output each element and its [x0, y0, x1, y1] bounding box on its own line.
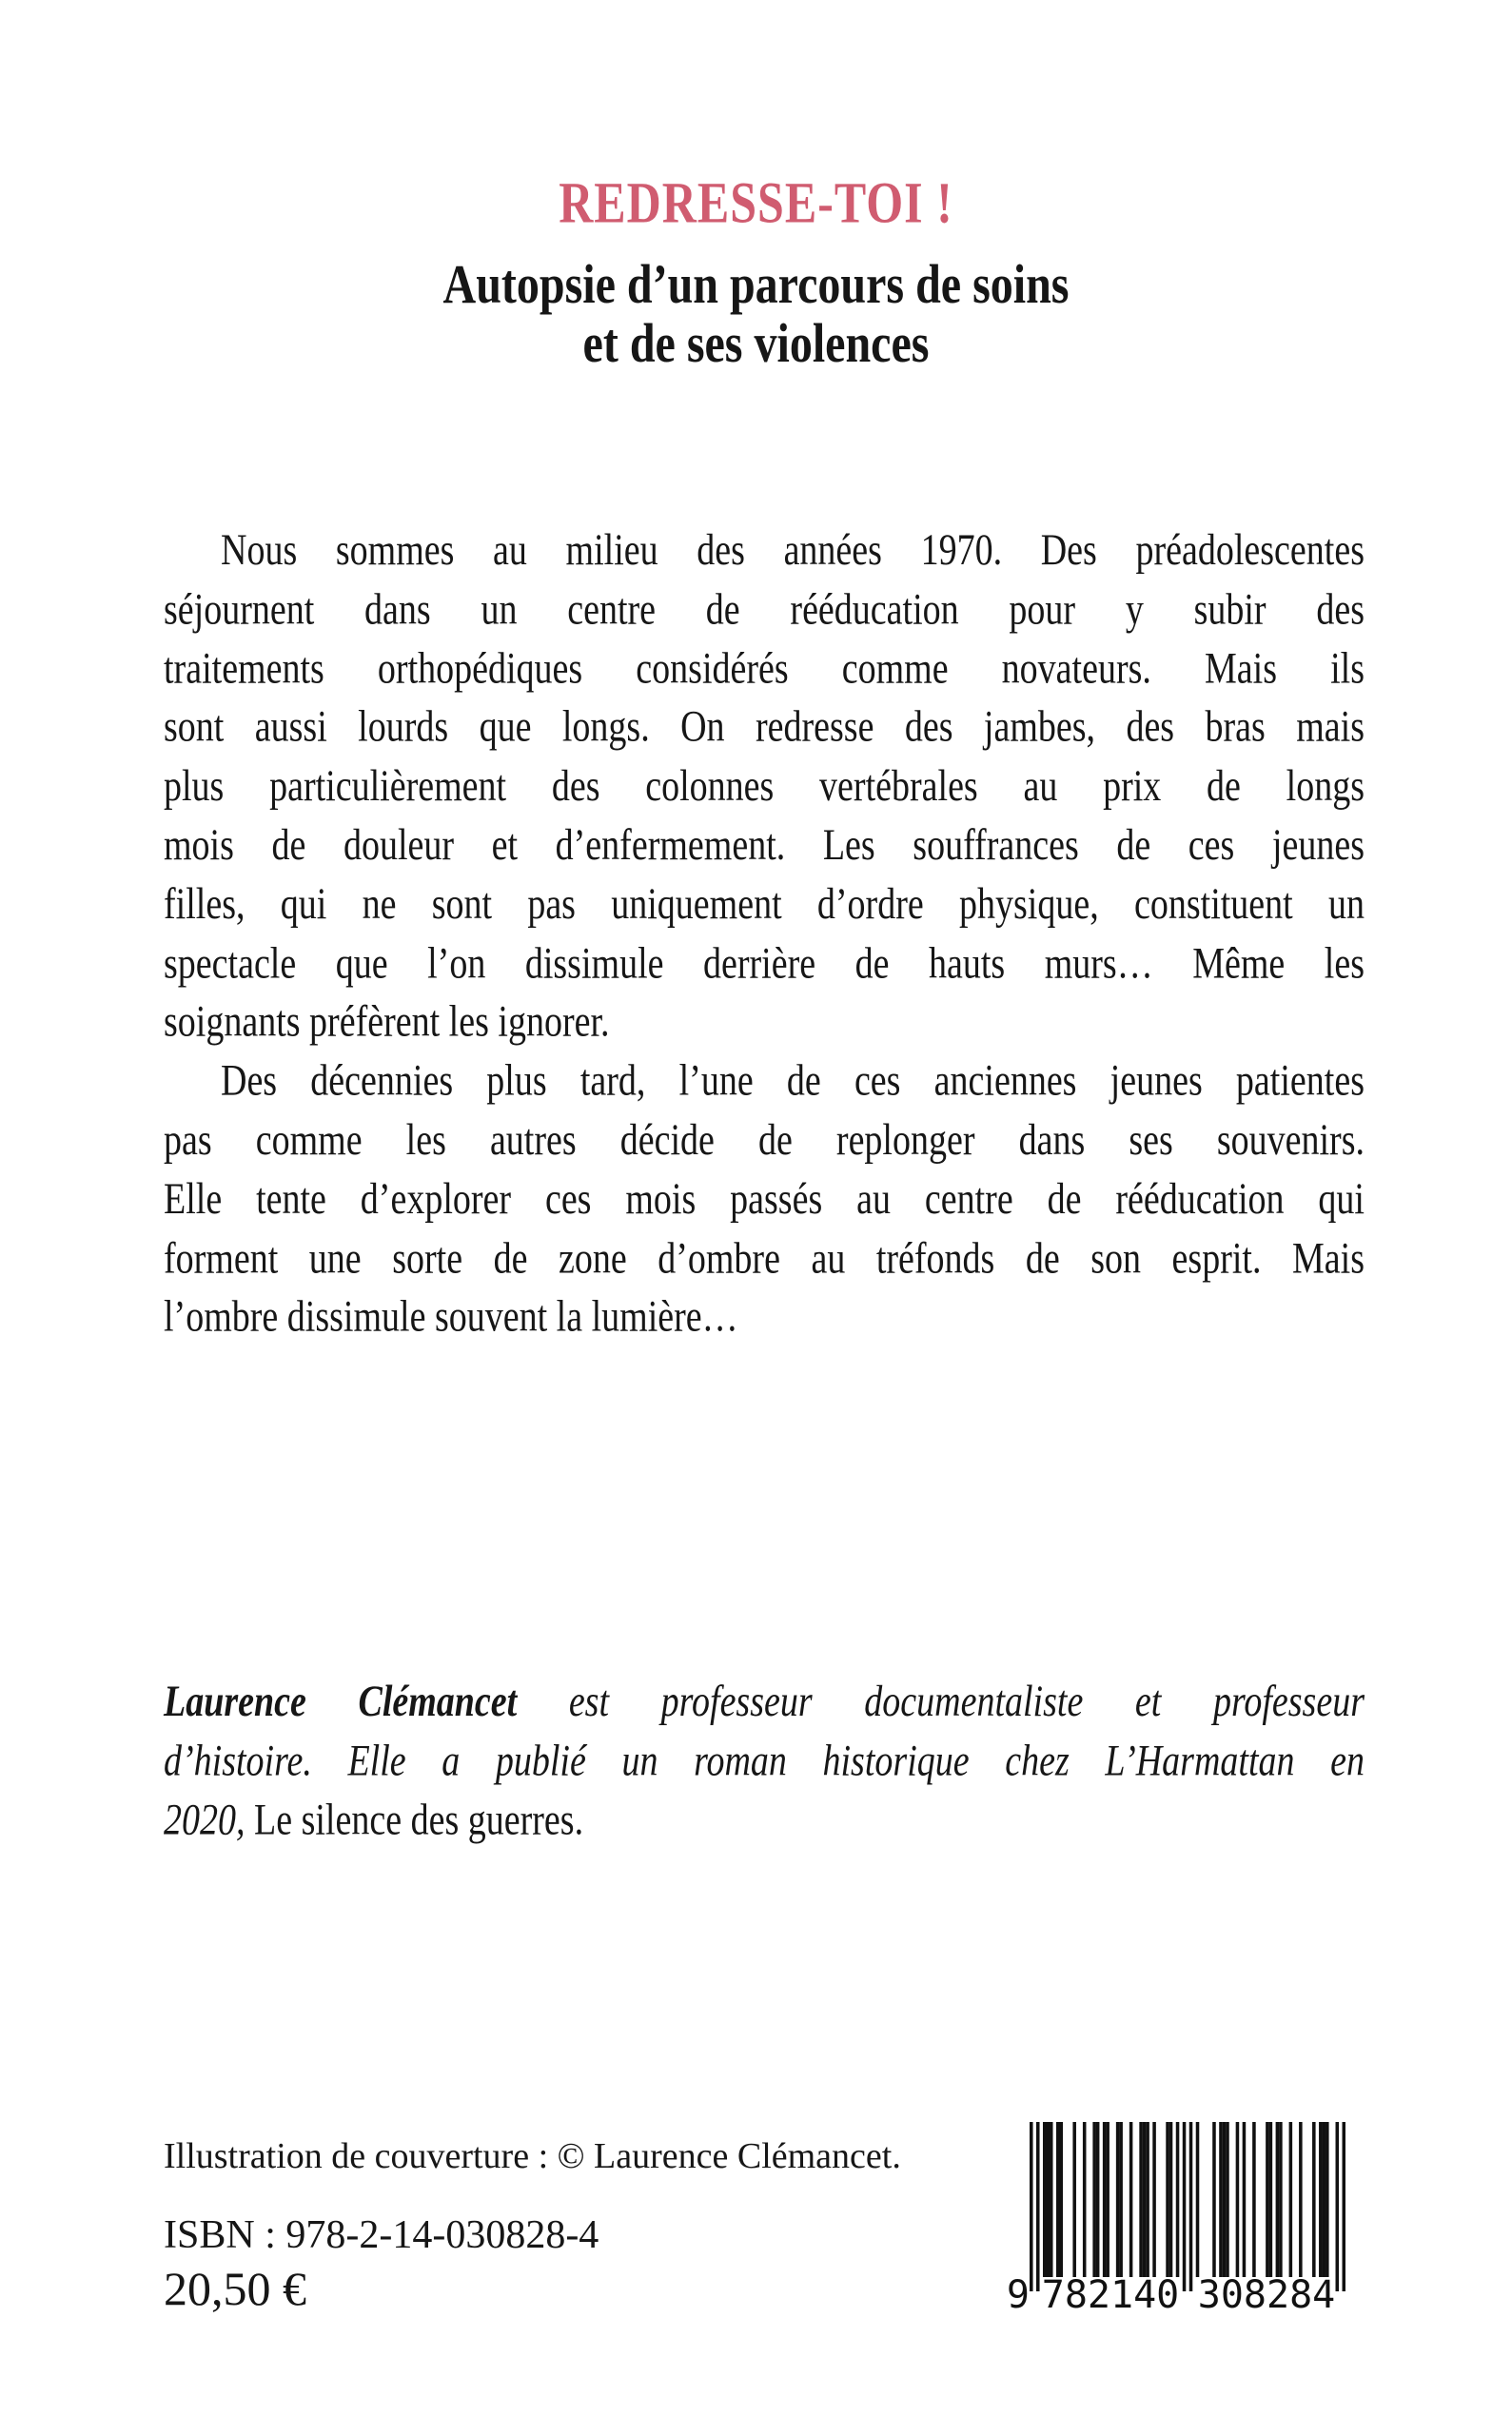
synopsis-line: séjournent dans un centre de rééducation pour y subir des: [164, 584, 1365, 635]
synopsis-line: filles, qui ne sont pas uniquement d’ordre physique, constituent un: [164, 879, 1365, 929]
barcode-digit-group1: 782140: [1041, 2273, 1180, 2317]
synopsis-line: plus particulièrement des colonnes vertébrales au prix de longs: [164, 761, 1365, 812]
barcode-digit-first: 9: [1006, 2273, 1030, 2317]
synopsis-line: traitements orthopédiques considérés comme novateurs. Mais ils: [164, 643, 1365, 694]
synopsis-line: Nous sommes au milieu des années 1970. Des préadolescentes: [221, 525, 1365, 576]
bio-segment: 2020,: [164, 1795, 254, 1845]
bio-line: [164, 1732, 1365, 1791]
synopsis: [164, 521, 1365, 1347]
synopsis-line: sont aussi lourds que longs. On redresse des jambes, des bras mais: [164, 702, 1365, 753]
synopsis-line: spectacle que l’on dissimule derrière de hauts murs… Même les: [164, 938, 1365, 988]
synopsis-line: Des décennies plus tard, l’une de ces anciennes jeunes patientes: [221, 1056, 1365, 1106]
book-title: REDRESSE-TOI !: [559, 169, 953, 235]
synopsis-line: forment une sorte de zone d’ombre au tréfonds de son esprit. Mais: [164, 1233, 1365, 1283]
synopsis-line: l’ombre dissimule souvent la lumière…: [164, 1292, 738, 1342]
bio-line: [164, 1673, 1365, 1732]
bio-segment: est professeur documentaliste et professeur: [517, 1677, 1365, 1727]
author-bio: [164, 1673, 1365, 1850]
synopsis-line: mois de douleur et d’enfermement. Les souffrances de ces jeunes: [164, 820, 1365, 870]
isbn-label: ISBN : 978-2-14-030828-4: [164, 2213, 599, 2257]
book-subtitle: [0, 255, 1512, 373]
bio-segment: Laurence Clémancet: [164, 1677, 518, 1727]
synopsis-line: pas comme les autres décide de replonger dans ses souvenirs.: [164, 1115, 1365, 1165]
ean13-barcode: [1003, 2122, 1365, 2322]
bio-line: [164, 1791, 1365, 1850]
synopsis-line: Elle tente d’explorer ces mois passés au centre de rééducation qui: [164, 1174, 1365, 1224]
illustration-credit: Illustration de couverture : © Laurence Clémancet.: [164, 2136, 901, 2176]
book-subtitle-line1: Autopsie d’un parcours de soins: [442, 253, 1070, 316]
synopsis-line: soignants préfèrent les ignorer.: [164, 997, 610, 1047]
book-subtitle-line2: et de ses violences: [582, 313, 930, 375]
bio-segment: d’histoire. Elle a publié un roman historique chez L’Harmattan en: [164, 1736, 1365, 1786]
bio-segment: Le silence des guerres.: [254, 1795, 584, 1845]
ean13-bars: [1030, 2122, 1345, 2291]
barcode-digit-group2: 308284: [1197, 2273, 1336, 2317]
price-label: 20,50 €: [164, 2262, 306, 2315]
